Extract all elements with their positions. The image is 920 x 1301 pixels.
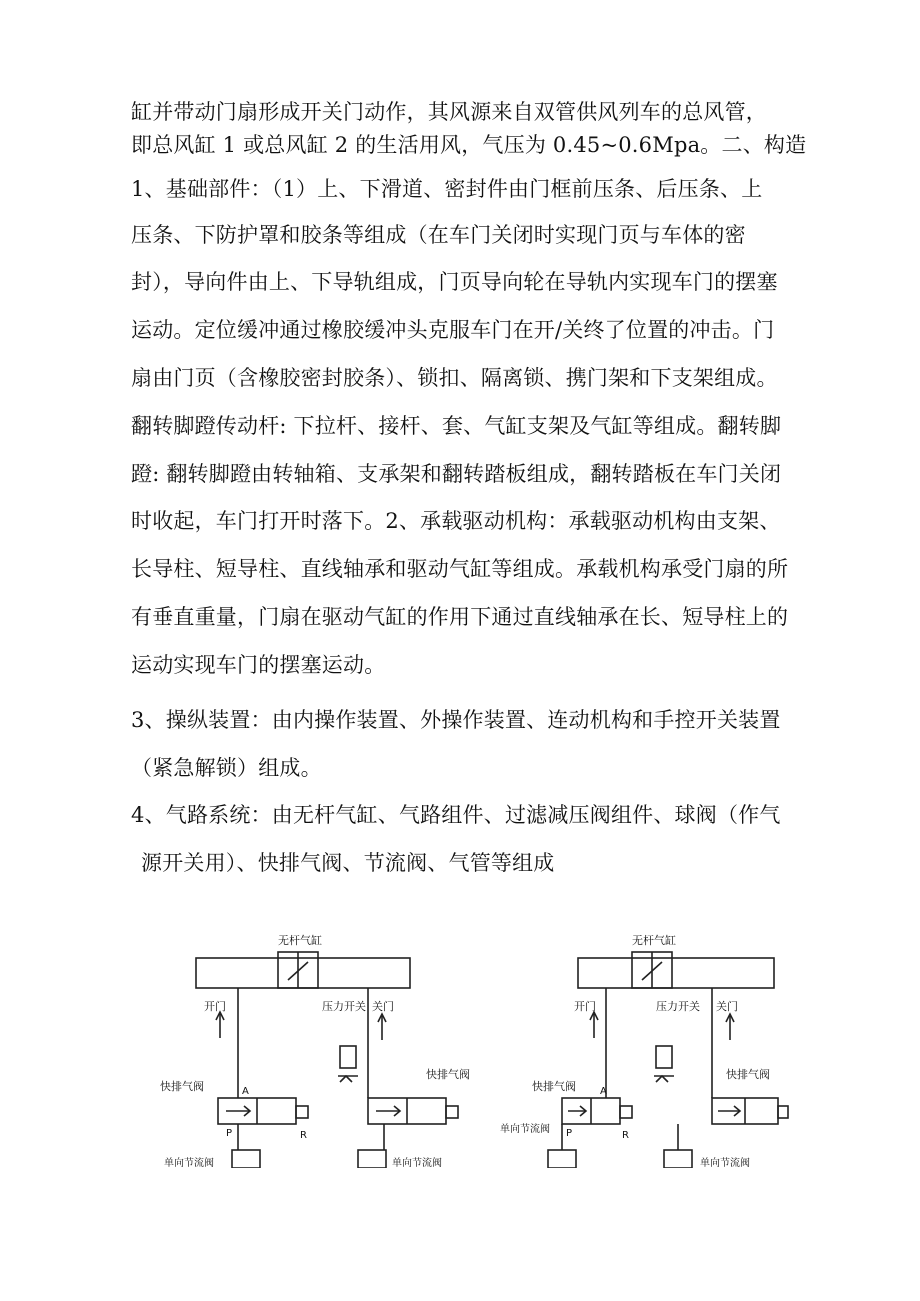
throttle-label: 单向节流阀 [700, 1158, 750, 1168]
text-line: 运动实现车门的摆塞运动。 [131, 653, 386, 677]
port-a-label: A [600, 1086, 607, 1097]
text-line: 压条、下防护罩和胶条等组成（在车门关闭时实现门页与车体的密 [131, 223, 746, 247]
pneumatic-diagram-left [160, 918, 480, 1168]
open-label: 开门 [574, 1000, 596, 1013]
quick-exhaust-label: 快排气阀 [160, 1080, 204, 1093]
text-line: 源开关用）、快排气阀、节流阀、气管等组成 [141, 851, 555, 875]
pressure-switch-label: 压力开关 [656, 1000, 700, 1013]
throttle-label: 单向节流阀 [500, 1124, 550, 1135]
close-label: 关门 [372, 1000, 394, 1013]
text-line: 长导柱、短导柱、直线轴承和驱动气缸等组成。承载机构承受门扇的所 [131, 557, 789, 581]
cylinder-label: 无杆气缸 [632, 934, 676, 947]
text-line: 蹬: 翻转脚蹬由转轴箱、支承架和翻转踏板组成，翻转踏板在车门关闭 [131, 462, 782, 486]
text-line: 即总风缸 1 或总风缸 2 的生活用风，气压为 0.45~0.6Mpa。二、构造 [131, 133, 807, 157]
port-r-label: R [300, 1130, 307, 1141]
open-label: 开门 [204, 1000, 226, 1013]
throttle-label: 单向节流阀 [392, 1158, 442, 1168]
port-p-label: P [226, 1128, 233, 1139]
text-line: 1、基础部件：（1）上、下滑道、密封件由门框前压条、后压条、上 [131, 177, 763, 201]
text-line: 封），导向件由上、下导轨组成，门页导向轮在导轨内实现车门的摆塞 [131, 270, 778, 294]
text-line: 3、操纵装置：由内操作装置、外操作装置、连动机构和手控开关装置 [131, 708, 781, 732]
close-label: 关门 [716, 1000, 738, 1013]
pneumatic-diagram-right [500, 918, 790, 1168]
quick-exhaust-label: 快排气阀 [726, 1068, 770, 1081]
text-line: 有垂直重量，门扇在驱动气缸的作用下通过直线轴承在长、短导柱上的 [131, 605, 789, 629]
text-line: 翻转脚蹬传动杆: 下拉杆、接杆、套、气缸支架及气缸等组成。翻转脚 [131, 414, 782, 438]
text-line: 运动。定位缓冲通过橡胶缓冲头克服车门在开/关终了位置的冲击。门 [131, 318, 775, 342]
port-a-label: A [242, 1086, 249, 1097]
text-line: 缸并带动门扇形成开关门动作，其风源来自双管供风列车的总风管， [131, 100, 767, 124]
port-r-label: R [622, 1130, 629, 1141]
text-line: 4、气路系统：由无杆气缸、气路组件、过滤减压阀组件、球阀（作气 [131, 803, 781, 827]
pressure-switch-label: 压力开关 [322, 1000, 366, 1013]
quick-exhaust-label: 快排气阀 [426, 1068, 470, 1081]
cylinder-label: 无杆气缸 [278, 934, 322, 947]
text-line: （紧急解锁）组成。 [131, 756, 322, 780]
quick-exhaust-label: 快排气阀 [532, 1080, 576, 1093]
text-line: 时收起，车门打开时落下。2、承载驱动机构：承载驱动机构由支架、 [131, 509, 781, 533]
throttle-label: 单向节流阀 [164, 1158, 214, 1168]
port-p-label: P [566, 1128, 573, 1139]
text-line: 扇由门页（含橡胶密封胶条）、锁扣、隔离锁、携门架和下支架组成。 [131, 366, 778, 390]
